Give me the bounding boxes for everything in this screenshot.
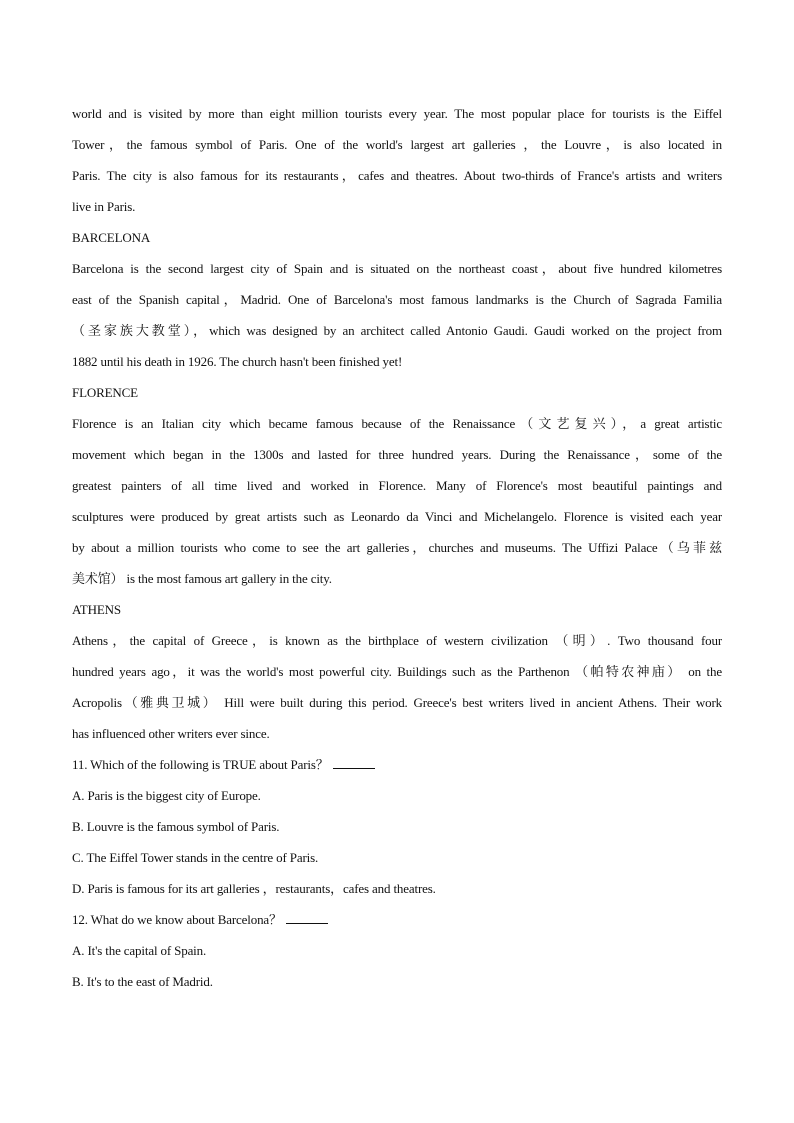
answer-blank[interactable] <box>286 911 328 924</box>
athens-paragraph <box>72 625 722 749</box>
text-line: （圣家族大教堂），which was designed by an architect called Antonio Gaudi. Gaudi worked on the project from <box>72 323 722 338</box>
answer-option: B. Louvre is the famous symbol of Paris. <box>72 819 280 834</box>
question-11 <box>72 749 722 904</box>
barcelona-paragraph <box>72 253 722 377</box>
answer-option: B. It's to the east of Madrid. <box>72 974 213 989</box>
answer-option: A. Paris is the biggest city of Europe. <box>72 788 261 803</box>
answer-option: C. The Eiffel Tower stands in the centre of Paris. <box>72 850 319 865</box>
text-line: 美术馆） is the most famous art gallery in the city. <box>72 571 332 586</box>
document-page <box>72 98 722 997</box>
text-line: greatest painters of all time lived and worked in Florence. Many of Florence's most beautiful paintings and <box>72 478 722 493</box>
florence-paragraph <box>72 408 722 594</box>
text-line: Acropolis（雅典卫城） Hill were built during this period. Greece's best writers lived in ancient Athens. Their work <box>72 695 722 710</box>
text-line: Athens，the capital of Greece，is known as the birthplace of western civilization （明）. Two thousand four <box>72 633 722 648</box>
text-line: has influenced other writers ever since. <box>72 726 270 741</box>
answer-option: D. Paris is famous for its art galleries ，restaurants，cafes and theatres. <box>72 881 436 896</box>
text-line: movement which began in the 1300s and lasted for three hundred years. During the Renaissance，some of the <box>72 447 722 462</box>
question-stem <box>72 904 722 935</box>
question-12 <box>72 904 722 997</box>
section-heading-florence: FLORENCE <box>72 385 138 400</box>
text-line: world and is visited by more than eight million tourists every year. The most popular place for tourists is the Eiffel <box>72 106 722 121</box>
text-line: east of the Spanish capital，Madrid. One of Barcelona's most famous landmarks is the Church of Sagrada Familia <box>72 292 722 307</box>
text-line: hundred years ago，it was the world's most powerful city. Buildings such as the Parthenon （帕特农神庙） on the <box>72 664 722 679</box>
text-line: live in Paris. <box>72 199 136 214</box>
answer-blank[interactable] <box>333 756 375 769</box>
text-line: by about a million tourists who come to see the art galleries，churches and museums. The Uffizi Palace（乌菲兹 <box>72 540 722 555</box>
text-line: Paris. The city is also famous for its restaurants，cafes and theatres. About two-thirds of France's artists and writers <box>72 168 722 183</box>
question-stem <box>72 749 722 780</box>
answer-option: A. It's the capital of Spain. <box>72 943 207 958</box>
section-heading-athens: ATHENS <box>72 602 121 617</box>
paris-paragraph <box>72 98 722 222</box>
text-line: sculptures were produced by great artists such as Leonardo da Vinci and Michelangelo. Florence is visited each year <box>72 509 722 524</box>
text-line: Tower，the famous symbol of Paris. One of the world's largest art galleries ，the Louvre，is also located in <box>72 137 722 152</box>
text-line: 1882 until his death in 1926. The church hasn't been finished yet! <box>72 354 403 369</box>
text-line: Barcelona is the second largest city of Spain and is situated on the northeast coast，about five hundred kilometres <box>72 261 722 276</box>
text-line: Florence is an Italian city which became famous because of the Renaissance（文艺复兴），a great artistic <box>72 416 722 431</box>
question-text: 11. Which of the following is TRUE about Paris？ <box>72 757 329 772</box>
section-heading-barcelona: BARCELONA <box>72 230 151 245</box>
question-text: 12. What do we know about Barcelona？ <box>72 912 282 927</box>
